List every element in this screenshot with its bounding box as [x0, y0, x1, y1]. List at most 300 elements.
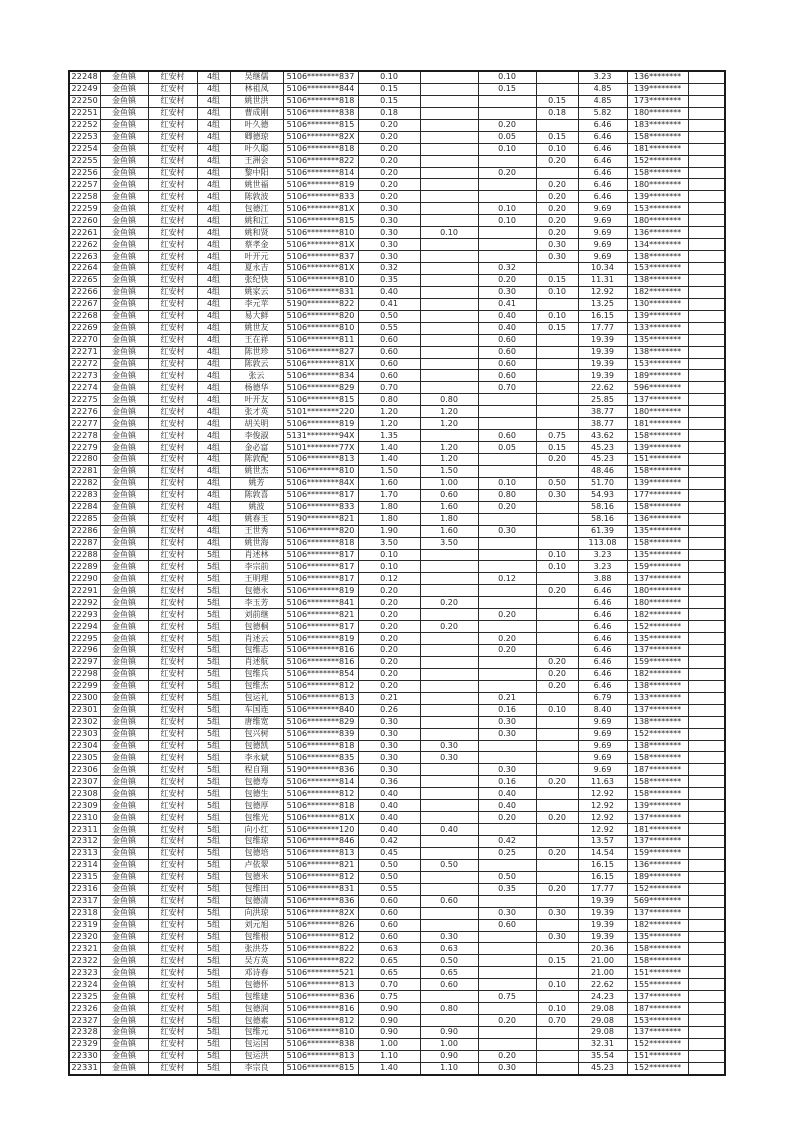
- row-number-cell: 22283: [69, 489, 100, 501]
- village-cell: 红安村: [148, 621, 197, 633]
- village-cell: 红安村: [148, 203, 197, 215]
- village-cell: 红安村: [148, 752, 197, 764]
- area-sub3-cell: [536, 764, 578, 776]
- area-total-cell: 0.20: [358, 656, 420, 668]
- area-total-cell: 0.20: [358, 597, 420, 609]
- id-number-masked-cell: 5106********813: [283, 692, 358, 704]
- area-total-cell: 0.60: [358, 358, 420, 370]
- area-sub3-cell: [536, 573, 578, 585]
- area-sub3-cell: 0.15: [536, 274, 578, 286]
- amount-cell: 20.36: [578, 943, 627, 955]
- area-total-cell: 0.42: [358, 836, 420, 848]
- group-cell: 4组: [197, 251, 230, 263]
- blank-cell: [688, 1062, 725, 1074]
- village-cell: 红安村: [148, 286, 197, 298]
- row-number-cell: 22282: [69, 477, 100, 489]
- blank-cell: [688, 955, 725, 967]
- id-number-masked-cell: 5106********120: [283, 824, 358, 836]
- area-sub3-cell: 0.10: [536, 704, 578, 716]
- id-number-masked-cell: 5106********833: [283, 191, 358, 203]
- area-sub2-cell: 0.20: [478, 812, 536, 824]
- amount-cell: 45.23: [578, 442, 627, 454]
- table-row: [69, 633, 725, 645]
- area-sub2-cell: 0.35: [478, 883, 536, 895]
- area-sub2-cell: 0.16: [478, 776, 536, 788]
- village-cell: 红安村: [148, 513, 197, 525]
- group-cell: 4组: [197, 525, 230, 537]
- row-number-cell: 22267: [69, 298, 100, 310]
- area-total-cell: 0.20: [358, 621, 420, 633]
- group-cell: 4组: [197, 454, 230, 466]
- table-row: [69, 310, 725, 322]
- person-name-cell: 包德江: [230, 203, 283, 215]
- area-sub1-cell: [420, 907, 478, 919]
- phone-masked-cell: 155********: [627, 979, 688, 991]
- area-total-cell: 0.40: [358, 800, 420, 812]
- group-cell: 5组: [197, 1062, 230, 1074]
- id-number-masked-cell: 5106********818: [283, 740, 358, 752]
- area-total-cell: 0.20: [358, 191, 420, 203]
- village-cell: 红安村: [148, 895, 197, 907]
- table-row: [69, 919, 725, 931]
- area-sub3-cell: [536, 1062, 578, 1074]
- area-total-cell: 0.60: [358, 346, 420, 358]
- blank-cell: [688, 119, 725, 131]
- area-total-cell: 0.65: [358, 967, 420, 979]
- id-number-masked-cell: 5106********812: [283, 931, 358, 943]
- person-name-cell: 林祖凤: [230, 83, 283, 95]
- area-sub3-cell: 0.20: [536, 191, 578, 203]
- person-name-cell: 车国连: [230, 704, 283, 716]
- row-number-cell: 22331: [69, 1062, 100, 1074]
- table-row: [69, 800, 725, 812]
- area-sub3-cell: 0.20: [536, 847, 578, 859]
- blank-cell: [688, 597, 725, 609]
- person-name-cell: 包维田: [230, 883, 283, 895]
- area-total-cell: 1.90: [358, 525, 420, 537]
- area-sub3-cell: 0.10: [536, 561, 578, 573]
- amount-cell: 21.00: [578, 967, 627, 979]
- blank-cell: [688, 621, 725, 633]
- amount-cell: 45.23: [578, 1062, 627, 1074]
- phone-masked-cell: 138********: [627, 251, 688, 263]
- area-sub3-cell: [536, 645, 578, 657]
- town-cell: 金鱼镇: [100, 1038, 148, 1050]
- blank-cell: [688, 680, 725, 692]
- area-sub2-cell: [478, 859, 536, 871]
- area-total-cell: 0.40: [358, 824, 420, 836]
- row-number-cell: 22318: [69, 907, 100, 919]
- area-sub1-cell: 0.10: [420, 227, 478, 239]
- area-total-cell: 0.60: [358, 895, 420, 907]
- id-number-masked-cell: 5106********838: [283, 1038, 358, 1050]
- village-cell: 红安村: [148, 454, 197, 466]
- person-name-cell: 唐维宽: [230, 716, 283, 728]
- area-total-cell: 0.20: [358, 179, 420, 191]
- amount-cell: 4.85: [578, 83, 627, 95]
- village-cell: 红安村: [148, 382, 197, 394]
- id-number-masked-cell: 5106********814: [283, 776, 358, 788]
- amount-cell: 9.69: [578, 239, 627, 251]
- phone-masked-cell: 158********: [627, 430, 688, 442]
- village-cell: 红安村: [148, 1050, 197, 1062]
- id-number-masked-cell: 5106********819: [283, 633, 358, 645]
- row-number-cell: 22281: [69, 465, 100, 477]
- blank-cell: [688, 812, 725, 824]
- area-sub3-cell: [536, 633, 578, 645]
- amount-cell: 11.31: [578, 274, 627, 286]
- person-name-cell: 张才英: [230, 406, 283, 418]
- area-sub2-cell: 0.10: [478, 143, 536, 155]
- amount-cell: 12.92: [578, 788, 627, 800]
- area-sub1-cell: [420, 728, 478, 740]
- group-cell: 4组: [197, 406, 230, 418]
- person-name-cell: 王世秀: [230, 525, 283, 537]
- person-name-cell: 蔡孝金: [230, 239, 283, 251]
- area-sub1-cell: [420, 286, 478, 298]
- town-cell: 金鱼镇: [100, 1027, 148, 1039]
- area-sub2-cell: [478, 943, 536, 955]
- area-sub1-cell: [420, 322, 478, 334]
- area-sub2-cell: [478, 955, 536, 967]
- area-sub2-cell: [478, 895, 536, 907]
- group-cell: 5组: [197, 656, 230, 668]
- phone-masked-cell: 153********: [627, 358, 688, 370]
- area-sub3-cell: [536, 525, 578, 537]
- area-sub1-cell: [420, 812, 478, 824]
- area-sub2-cell: [478, 585, 536, 597]
- village-cell: 红安村: [148, 191, 197, 203]
- phone-masked-cell: 181********: [627, 824, 688, 836]
- blank-cell: [688, 549, 725, 561]
- area-sub1-cell: 1.60: [420, 525, 478, 537]
- blank-cell: [688, 764, 725, 776]
- row-number-cell: 22305: [69, 752, 100, 764]
- table-row: [69, 788, 725, 800]
- row-number-cell: 22315: [69, 871, 100, 883]
- area-total-cell: 0.20: [358, 167, 420, 179]
- group-cell: 4组: [197, 358, 230, 370]
- table-row: [69, 859, 725, 871]
- blank-cell: [688, 967, 725, 979]
- area-sub1-cell: 0.65: [420, 967, 478, 979]
- blank-cell: [688, 370, 725, 382]
- blank-cell: [688, 227, 725, 239]
- town-cell: 金鱼镇: [100, 967, 148, 979]
- group-cell: 4组: [197, 334, 230, 346]
- table-row: [69, 1027, 725, 1039]
- area-sub2-cell: [478, 979, 536, 991]
- group-cell: 5组: [197, 955, 230, 967]
- area-sub1-cell: [420, 155, 478, 167]
- phone-masked-cell: 137********: [627, 836, 688, 848]
- amount-cell: 6.46: [578, 155, 627, 167]
- town-cell: 金鱼镇: [100, 370, 148, 382]
- group-cell: 5组: [197, 704, 230, 716]
- area-total-cell: 0.36: [358, 776, 420, 788]
- id-number-masked-cell: 5106********837: [283, 251, 358, 263]
- village-cell: 红安村: [148, 167, 197, 179]
- village-cell: 红安村: [148, 274, 197, 286]
- area-sub2-cell: [478, 656, 536, 668]
- area-total-cell: 1.60: [358, 477, 420, 489]
- group-cell: 4组: [197, 477, 230, 489]
- phone-masked-cell: 180********: [627, 215, 688, 227]
- area-sub2-cell: 0.10: [478, 215, 536, 227]
- phone-masked-cell: 189********: [627, 370, 688, 382]
- village-cell: 红安村: [148, 680, 197, 692]
- town-cell: 金鱼镇: [100, 346, 148, 358]
- town-cell: 金鱼镇: [100, 621, 148, 633]
- blank-cell: [688, 1003, 725, 1015]
- area-sub2-cell: [478, 931, 536, 943]
- area-sub2-cell: 0.41: [478, 298, 536, 310]
- area-sub3-cell: [536, 334, 578, 346]
- blank-cell: [688, 943, 725, 955]
- area-sub2-cell: 0.40: [478, 788, 536, 800]
- area-sub2-cell: 0.10: [478, 203, 536, 215]
- area-sub2-cell: [478, 465, 536, 477]
- area-sub2-cell: [478, 537, 536, 549]
- table-row: [69, 895, 725, 907]
- area-sub3-cell: [536, 370, 578, 382]
- phone-masked-cell: 158********: [627, 788, 688, 800]
- blank-cell: [688, 1038, 725, 1050]
- area-total-cell: 0.18: [358, 107, 420, 119]
- amount-cell: 58.16: [578, 501, 627, 513]
- town-cell: 金鱼镇: [100, 776, 148, 788]
- area-total-cell: 0.10: [358, 71, 420, 83]
- table-row: [69, 1038, 725, 1050]
- phone-masked-cell: 180********: [627, 107, 688, 119]
- area-total-cell: 0.15: [358, 83, 420, 95]
- id-number-masked-cell: 5106********829: [283, 382, 358, 394]
- row-number-cell: 22258: [69, 191, 100, 203]
- phone-masked-cell: 182********: [627, 668, 688, 680]
- area-sub3-cell: 0.20: [536, 203, 578, 215]
- phone-masked-cell: 138********: [627, 740, 688, 752]
- id-number-masked-cell: 5106********812: [283, 788, 358, 800]
- area-total-cell: 1.10: [358, 1050, 420, 1062]
- area-sub2-cell: 0.05: [478, 131, 536, 143]
- blank-cell: [688, 442, 725, 454]
- area-sub2-cell: [478, 1003, 536, 1015]
- town-cell: 金鱼镇: [100, 859, 148, 871]
- id-number-masked-cell: 5106********831: [283, 883, 358, 895]
- area-sub1-cell: [420, 119, 478, 131]
- area-sub3-cell: [536, 382, 578, 394]
- person-name-cell: 叶久聪: [230, 143, 283, 155]
- area-sub1-cell: [420, 668, 478, 680]
- town-cell: 金鱼镇: [100, 668, 148, 680]
- area-sub3-cell: [536, 394, 578, 406]
- area-sub1-cell: 1.20: [420, 406, 478, 418]
- group-cell: 4组: [197, 131, 230, 143]
- phone-masked-cell: 158********: [627, 167, 688, 179]
- village-cell: 红安村: [148, 489, 197, 501]
- area-sub3-cell: [536, 298, 578, 310]
- amount-cell: 12.92: [578, 824, 627, 836]
- town-cell: 金鱼镇: [100, 155, 148, 167]
- id-number-masked-cell: 5106********810: [283, 274, 358, 286]
- town-cell: 金鱼镇: [100, 465, 148, 477]
- amount-cell: 19.39: [578, 370, 627, 382]
- area-sub2-cell: [478, 95, 536, 107]
- amount-cell: 6.79: [578, 692, 627, 704]
- village-cell: 红安村: [148, 119, 197, 131]
- table-row: [69, 716, 725, 728]
- area-sub1-cell: [420, 191, 478, 203]
- area-total-cell: 0.20: [358, 633, 420, 645]
- amount-cell: 6.46: [578, 621, 627, 633]
- area-total-cell: 1.80: [358, 501, 420, 513]
- group-cell: 4组: [197, 286, 230, 298]
- person-name-cell: 包德永: [230, 585, 283, 597]
- area-sub1-cell: 1.10: [420, 1062, 478, 1074]
- blank-cell: [688, 477, 725, 489]
- amount-cell: 54.93: [578, 489, 627, 501]
- area-sub2-cell: 0.40: [478, 800, 536, 812]
- blank-cell: [688, 585, 725, 597]
- row-number-cell: 22306: [69, 764, 100, 776]
- id-number-masked-cell: 5106********816: [283, 1003, 358, 1015]
- blank-cell: [688, 1015, 725, 1027]
- person-name-cell: 包德培: [230, 847, 283, 859]
- table-row: [69, 107, 725, 119]
- village-cell: 红安村: [148, 215, 197, 227]
- amount-cell: 19.39: [578, 346, 627, 358]
- area-total-cell: 0.60: [358, 370, 420, 382]
- area-sub1-cell: [420, 251, 478, 263]
- village-cell: 红安村: [148, 155, 197, 167]
- phone-masked-cell: 158********: [627, 752, 688, 764]
- phone-masked-cell: 138********: [627, 274, 688, 286]
- town-cell: 金鱼镇: [100, 430, 148, 442]
- blank-cell: [688, 1050, 725, 1062]
- amount-cell: 38.77: [578, 418, 627, 430]
- village-cell: 红安村: [148, 179, 197, 191]
- area-sub1-cell: [420, 919, 478, 931]
- row-number-cell: 22271: [69, 346, 100, 358]
- group-cell: 4组: [197, 155, 230, 167]
- amount-cell: 16.15: [578, 871, 627, 883]
- area-total-cell: 0.20: [358, 119, 420, 131]
- village-cell: 红安村: [148, 991, 197, 1003]
- village-cell: 红安村: [148, 465, 197, 477]
- area-sub2-cell: 0.30: [478, 716, 536, 728]
- group-cell: 5组: [197, 573, 230, 585]
- area-sub2-cell: [478, 680, 536, 692]
- amount-cell: 12.92: [578, 286, 627, 298]
- town-cell: 金鱼镇: [100, 883, 148, 895]
- row-number-cell: 22309: [69, 800, 100, 812]
- group-cell: 5组: [197, 740, 230, 752]
- town-cell: 金鱼镇: [100, 1003, 148, 1015]
- person-name-cell: 姚芳: [230, 477, 283, 489]
- table-row: [69, 167, 725, 179]
- area-total-cell: 0.40: [358, 788, 420, 800]
- phone-masked-cell: 139********: [627, 191, 688, 203]
- area-sub1-cell: [420, 1015, 478, 1027]
- amount-cell: 9.69: [578, 752, 627, 764]
- area-sub2-cell: [478, 549, 536, 561]
- person-name-cell: 卿德琼: [230, 131, 283, 143]
- id-number-masked-cell: 5106********817: [283, 621, 358, 633]
- area-sub2-cell: [478, 251, 536, 263]
- person-name-cell: 肖述云: [230, 633, 283, 645]
- amount-cell: 14.54: [578, 847, 627, 859]
- area-total-cell: 3.50: [358, 537, 420, 549]
- table-row: [69, 119, 725, 131]
- area-total-cell: 1.40: [358, 442, 420, 454]
- row-number-cell: 22300: [69, 692, 100, 704]
- row-number-cell: 22304: [69, 740, 100, 752]
- table-row: [69, 836, 725, 848]
- phone-masked-cell: 152********: [627, 1062, 688, 1074]
- phone-masked-cell: 151********: [627, 967, 688, 979]
- village-cell: 红安村: [148, 561, 197, 573]
- area-sub3-cell: 0.20: [536, 155, 578, 167]
- village-cell: 红安村: [148, 263, 197, 275]
- group-cell: 5组: [197, 728, 230, 740]
- area-total-cell: 0.50: [358, 310, 420, 322]
- group-cell: 5组: [197, 1050, 230, 1062]
- person-name-cell: 杨德华: [230, 382, 283, 394]
- id-number-masked-cell: 5131********94X: [283, 430, 358, 442]
- blank-cell: [688, 465, 725, 477]
- village-cell: 红安村: [148, 979, 197, 991]
- area-sub1-cell: [420, 800, 478, 812]
- village-cell: 红安村: [148, 1027, 197, 1039]
- area-sub3-cell: [536, 895, 578, 907]
- village-cell: 红安村: [148, 871, 197, 883]
- row-number-cell: 22285: [69, 513, 100, 525]
- town-cell: 金鱼镇: [100, 310, 148, 322]
- blank-cell: [688, 179, 725, 191]
- person-name-cell: 姚春玉: [230, 513, 283, 525]
- records-table: [68, 70, 726, 1076]
- person-name-cell: 刘前继: [230, 609, 283, 621]
- village-cell: 红安村: [148, 824, 197, 836]
- area-sub1-cell: [420, 704, 478, 716]
- person-name-cell: 叶久德: [230, 119, 283, 131]
- village-cell: 红安村: [148, 394, 197, 406]
- blank-cell: [688, 633, 725, 645]
- area-sub1-cell: 0.20: [420, 597, 478, 609]
- table-row: [69, 83, 725, 95]
- row-number-cell: 22265: [69, 274, 100, 286]
- person-name-cell: 包维兵: [230, 668, 283, 680]
- area-sub1-cell: [420, 573, 478, 585]
- row-number-cell: 22249: [69, 83, 100, 95]
- id-number-masked-cell: 5106********819: [283, 585, 358, 597]
- area-sub1-cell: [420, 991, 478, 1003]
- person-name-cell: 李宗良: [230, 1062, 283, 1074]
- phone-masked-cell: 139********: [627, 800, 688, 812]
- person-name-cell: 包运国: [230, 1038, 283, 1050]
- village-cell: 红安村: [148, 585, 197, 597]
- table-row: [69, 191, 725, 203]
- id-number-masked-cell: 5106********820: [283, 525, 358, 537]
- person-name-cell: 包德怀: [230, 979, 283, 991]
- id-number-masked-cell: 5106********82X: [283, 907, 358, 919]
- row-number-cell: 22308: [69, 788, 100, 800]
- row-number-cell: 22302: [69, 716, 100, 728]
- area-total-cell: 0.63: [358, 943, 420, 955]
- area-sub2-cell: [478, 107, 536, 119]
- group-cell: 4组: [197, 394, 230, 406]
- town-cell: 金鱼镇: [100, 406, 148, 418]
